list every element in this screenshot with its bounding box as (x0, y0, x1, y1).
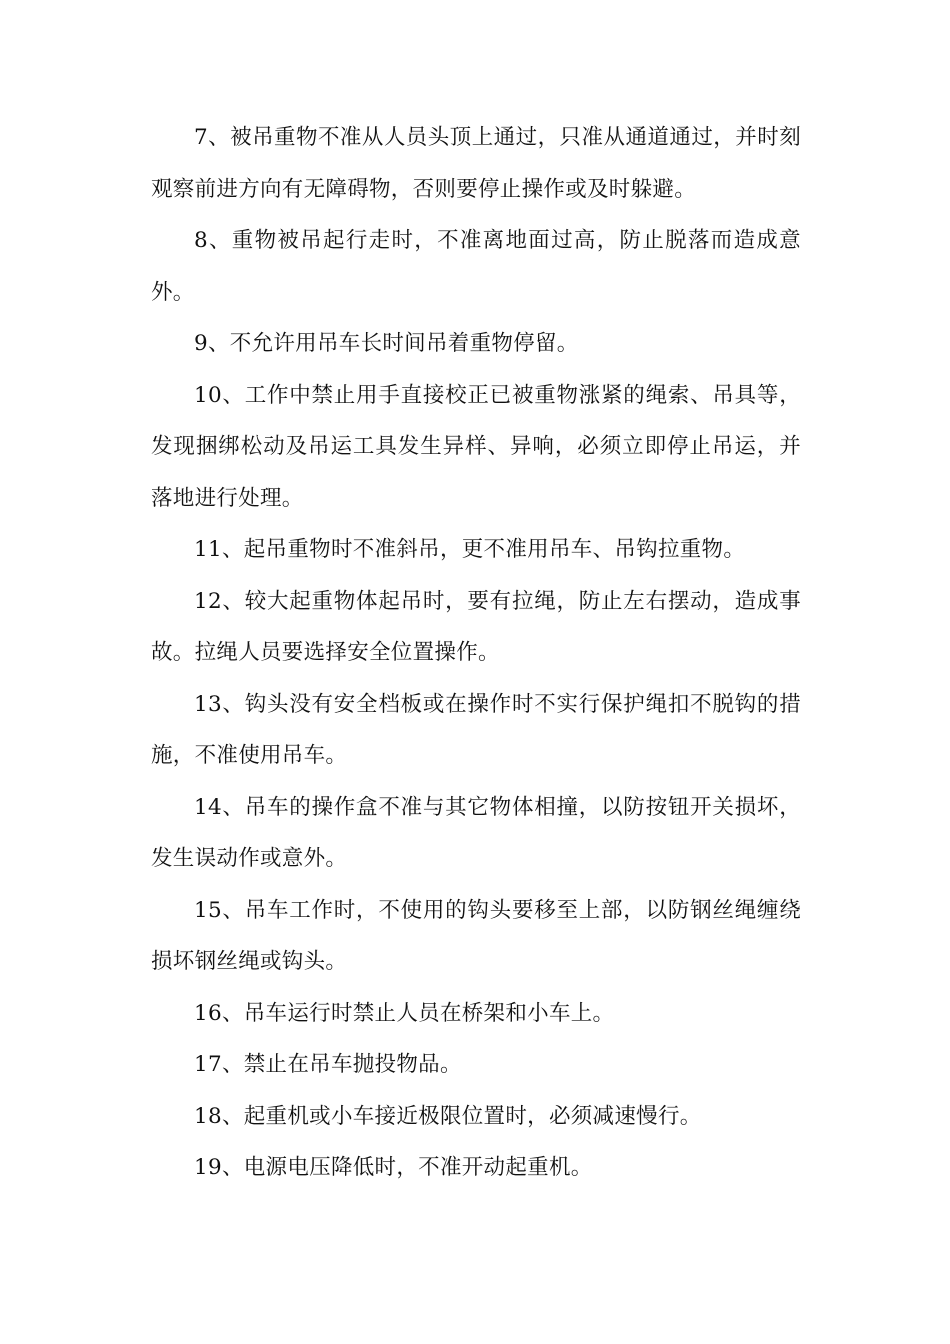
paragraph-16: 16、吊车运行时禁止人员在桥架和小车上。 (194, 1000, 615, 1026)
paragraph-17: 17、禁止在吊车抛投物品。 (194, 1052, 462, 1077)
paragraph-18: 18、起重机或小车接近极限位置时，必须减速慢行。 (194, 1103, 702, 1129)
paragraph-19: 19、电源电压降低时，不准开动起重机。 (194, 1155, 593, 1180)
paragraph-13: 13、钩头没有安全档板或在操作时不实行保护绳扣不脱钩的措施，不准使用吊车。 (151, 691, 801, 768)
paragraph-11: 11、起吊重物时不准斜吊，更不准用吊车、吊钩拉重物。 (194, 537, 746, 562)
paragraph-14: 14、吊车的操作盒不准与其它物体相撞，以防按钮开关损坏，发生误动作或意外。 (151, 794, 801, 871)
paragraph-8: 8、重物被吊起行走时，不准离地面过高，防止脱落而造成意外。 (151, 228, 801, 305)
paragraph-15: 15、吊车工作时，不使用的钩头要移至上部，以防钢丝绳缠绕损坏钢丝绳或钩头。 (151, 897, 801, 974)
paragraph-12: 12、较大起重物体起吊时，要有拉绳，防止左右摆动，造成事故。拉绳人员要选择安全位置操作。 (151, 588, 801, 665)
paragraph-9: 9、不允许用吊车长时间吊着重物停留。 (194, 331, 579, 356)
paragraph-10: 10、工作中禁止用手直接校正已被重物涨紧的绳索、吊具等，发现捆绑松动及吊运工具发生异样、异响，必须立即停止吊运，并落地进行处理。 (151, 382, 801, 511)
paragraph-7: 7、被吊重物不准从人员头顶上通过，只准从通道通过，并时刻观察前进方向有无障碍物，否则要停止操作或及时躲避。 (151, 125, 801, 202)
document-body (151, 112, 801, 1194)
